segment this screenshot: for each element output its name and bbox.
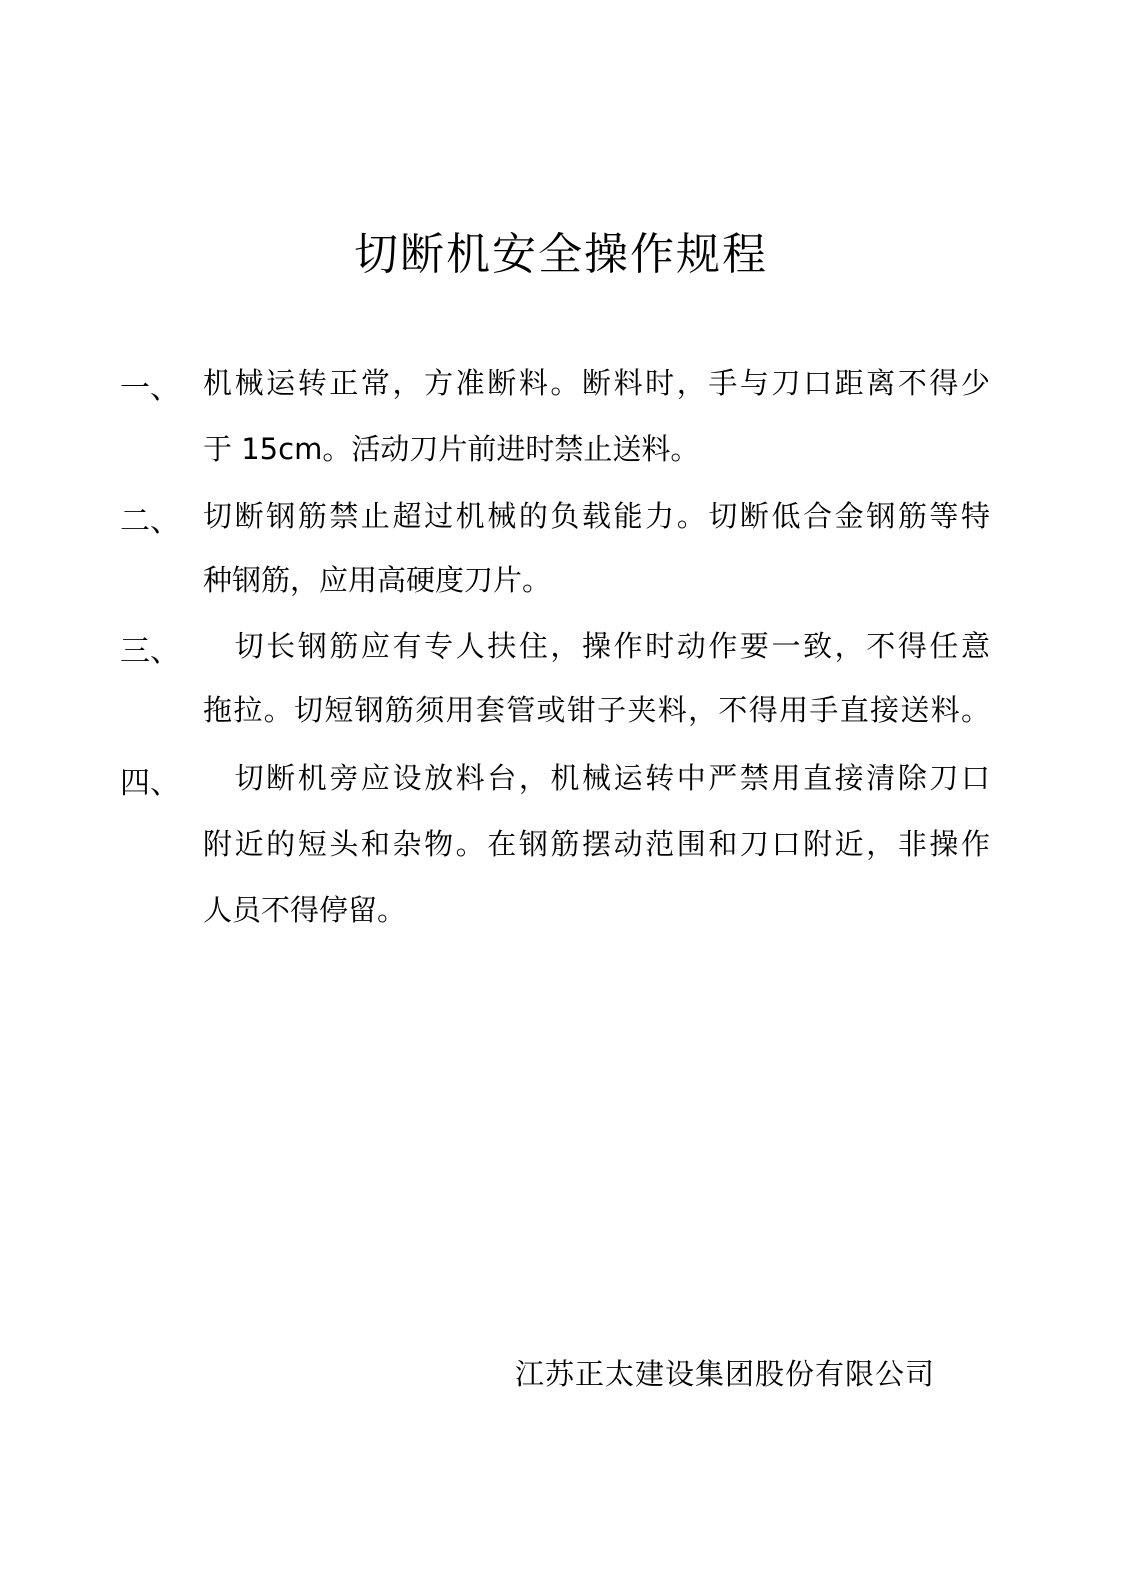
item-text-line: 切长钢筋应有专人扶住，操作时动作要一致，不得任意 [203, 629, 990, 663]
item-number: 三、 [120, 634, 180, 669]
item-text-line: 附近的短头和杂物。在钢筋摆动范围和刀口附近，非操作 [203, 827, 990, 861]
item-text-line: 于 15cm。活动刀片前进时禁止送料。 [203, 432, 700, 466]
item-number: 二、 [120, 504, 180, 539]
item-text-line: 拖拉。切短钢筋须用套管或钳子夹料，不得用手直接送料。 [203, 693, 990, 727]
item-text-line: 人员不得停留。 [203, 893, 407, 927]
item-number: 一、 [120, 371, 180, 406]
company-signature: 江苏正太建设集团股份有限公司 [515, 1357, 936, 1391]
document-title: 切断机安全操作规程 [354, 229, 768, 280]
item-text-line: 切断钢筋禁止超过机械的负载能力。切断低合金钢筋等特 [203, 499, 990, 533]
item-number: 四、 [120, 766, 180, 801]
item-text-line: 切断机旁应设放料台，机械运转中严禁用直接清除刀口 [203, 761, 990, 795]
item-text-line: 种钢筋，应用高硬度刀片。 [203, 563, 552, 597]
item-text-line: 机械运转正常，方准断料。断料时，手与刀口距离不得少 [203, 366, 990, 400]
